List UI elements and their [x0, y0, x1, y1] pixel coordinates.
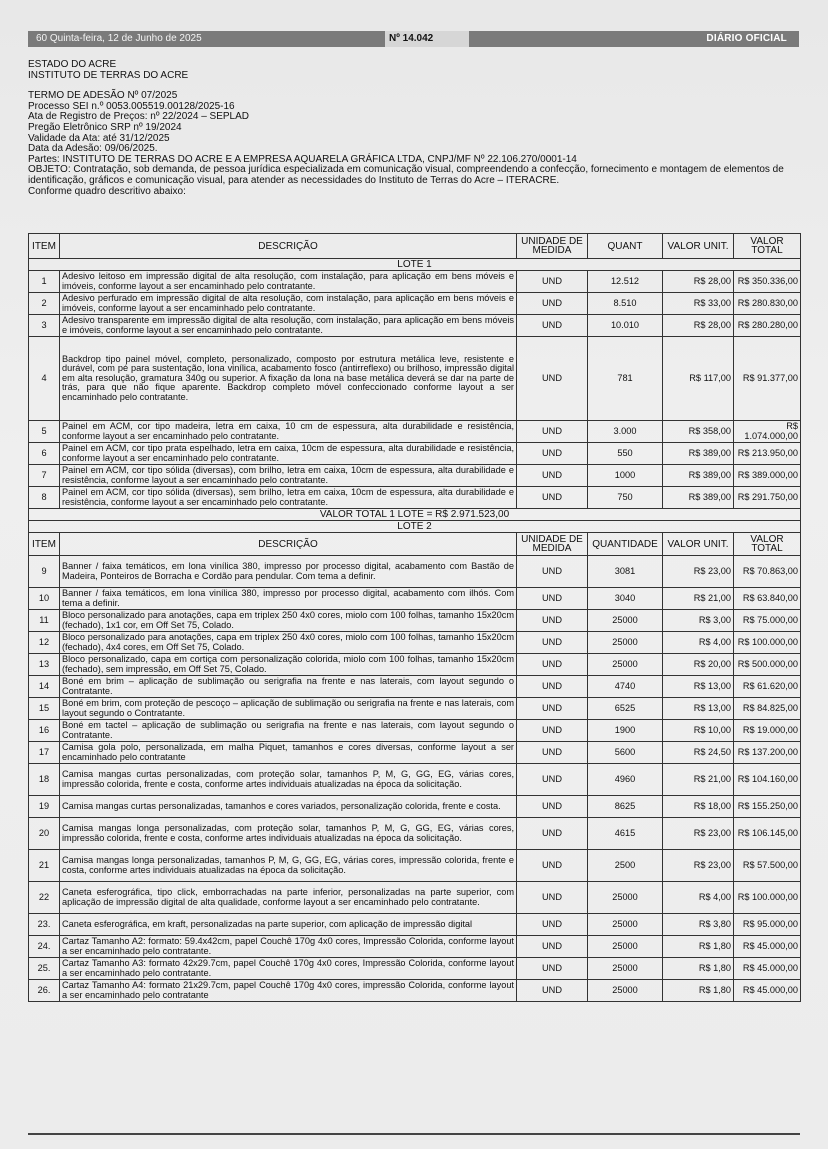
cell-quant: 25000 [588, 610, 663, 632]
cell-valor-total: R$ 500.000,00 [734, 654, 801, 676]
cell-quant: 1000 [588, 465, 663, 487]
cell-valor-total: R$ 63.840,00 [734, 588, 801, 610]
cell-descricao: Caneta esferográfica, em kraft, personalizadas na parte superior, com aplicação de impressão digital [60, 914, 517, 936]
cell-unidade: UND [517, 698, 588, 720]
cell-valor-total: R$ 280.830,00 [734, 293, 801, 315]
lote1-title-row [29, 259, 801, 271]
cell-item: 16 [29, 720, 60, 742]
lote2-title: LOTE 2 [29, 521, 801, 533]
cell-valor-total: R$ 61.620,00 [734, 676, 801, 698]
cell-descricao: Adesivo transparente em impressão digital de alta resolução, com instalação, para aplicação em bens móveis e imóveis, conforme layout a ser encaminhado pelo contratante. [60, 315, 517, 337]
cell-valor-unit: R$ 117,00 [663, 337, 734, 421]
cell-item: 15 [29, 698, 60, 720]
cell-item: 6 [29, 443, 60, 465]
cell-valor-total: R$ 280.280,00 [734, 315, 801, 337]
cell-unidade: UND [517, 882, 588, 914]
cell-descricao: Painel em ACM, cor tipo madeira, letra em caixa, 10 cm de espessura, alta durabilidade e resistência, conforme layout a ser encaminhado pelo contratante. [60, 421, 517, 443]
table-row [29, 698, 801, 720]
table-row [29, 610, 801, 632]
cell-item: 26. [29, 980, 60, 1002]
cell-unidade: UND [517, 443, 588, 465]
table-row [29, 632, 801, 654]
lote2-header-row [29, 533, 801, 556]
cell-unidade: UND [517, 293, 588, 315]
cell-descricao: Boné em brim – aplicação de sublimação ou serigrafia na frente e nas laterais, com layout segundo o Contratante. [60, 676, 517, 698]
cell-item: 21 [29, 850, 60, 882]
cell-quant: 5600 [588, 742, 663, 764]
cell-valor-total: R$ 1.074.000,00 [734, 421, 801, 443]
table-row [29, 914, 801, 936]
cell-item: 5 [29, 421, 60, 443]
cell-descricao: Boné em brim, com proteção de pescoço – aplicação de sublimação ou serigrafia na frente e nas laterais, com layout segundo o Contratante. [60, 698, 517, 720]
cell-item: 2 [29, 293, 60, 315]
cell-quant: 3.000 [588, 421, 663, 443]
cell-quant: 25000 [588, 882, 663, 914]
cell-quant: 25000 [588, 958, 663, 980]
cell-unidade: UND [517, 796, 588, 818]
cell-valor-total: R$ 70.863,00 [734, 556, 801, 588]
cell-item: 3 [29, 315, 60, 337]
cell-item: 24. [29, 936, 60, 958]
table-row [29, 421, 801, 443]
table-row [29, 487, 801, 509]
cell-item: 10 [29, 588, 60, 610]
header-quant: QUANT [588, 234, 663, 259]
header-valor-total: VALOR TOTAL [734, 234, 801, 259]
header-unidade: UNIDADE DE MEDIDA [517, 234, 588, 259]
cell-unidade: UND [517, 958, 588, 980]
table-row [29, 337, 801, 421]
cell-quant: 6525 [588, 698, 663, 720]
cell-descricao: Cartaz Tamanho A2: formato: 59.4x42cm, papel Couchê 170g 4x0 cores, Impressão Colorida, conforme layout a ser encaminhado pelo contratante. [60, 936, 517, 958]
cell-item: 9 [29, 556, 60, 588]
cell-valor-unit: R$ 389,00 [663, 465, 734, 487]
items-table [28, 233, 801, 1002]
pregao-line: Pregão Eletrônico SRP nº 19/2024 [28, 121, 182, 133]
cell-descricao: Painel em ACM, cor tipo sólida (diversas), sem brilho, letra em caixa, 10cm de espessura, alta durabilidade e resistência, conforme layout a ser encaminhado pelo contratante. [60, 487, 517, 509]
cell-item: 8 [29, 487, 60, 509]
cell-valor-total: R$ 45.000,00 [734, 958, 801, 980]
cell-item: 14 [29, 676, 60, 698]
cell-descricao: Boné em tactel – aplicação de sublimação ou serigrafia na frente e nas laterais, com layout segundo o Contratante. [60, 720, 517, 742]
cell-item: 7 [29, 465, 60, 487]
cell-valor-unit: R$ 28,00 [663, 315, 734, 337]
cell-descricao: Camisa mangas curtas personalizadas, tamanhos e cores variados, personalização colorida, frente e costa. [60, 796, 517, 818]
table-row [29, 654, 801, 676]
cell-item: 22 [29, 882, 60, 914]
cell-valor-unit: R$ 1,80 [663, 958, 734, 980]
cell-valor-total: R$ 100.000,00 [734, 632, 801, 654]
table-row [29, 958, 801, 980]
table-row [29, 465, 801, 487]
cell-unidade: UND [517, 632, 588, 654]
cell-unidade: UND [517, 421, 588, 443]
header-unidade: UNIDADE DE MEDIDA [517, 533, 588, 556]
cell-valor-unit: R$ 23,00 [663, 850, 734, 882]
cell-quant: 25000 [588, 914, 663, 936]
cell-quant: 4960 [588, 764, 663, 796]
cell-descricao: Adesivo leitoso em impressão digital de alta resolução, com instalação, para aplicação em bens móveis e imóveis, conforme layout a ser encaminhado pelo contratante. [60, 271, 517, 293]
newspaper-header-bar [28, 31, 799, 47]
cell-valor-unit: R$ 24,50 [663, 742, 734, 764]
cell-valor-total: R$ 137.200,00 [734, 742, 801, 764]
cell-valor-unit: R$ 23,00 [663, 818, 734, 850]
cell-quant: 12.512 [588, 271, 663, 293]
table-row [29, 850, 801, 882]
cell-valor-total: R$ 91.377,00 [734, 337, 801, 421]
cell-unidade: UND [517, 720, 588, 742]
lote1-total-row [29, 509, 801, 521]
cell-valor-unit: R$ 4,00 [663, 882, 734, 914]
cell-descricao: Painel em ACM, cor tipo sólida (diversas), com brilho, letra em caixa, 10cm de espessura, alta durabilidade e resistência, conforme layout a ser encaminhado pelo contratante. [60, 465, 517, 487]
cell-valor-total: R$ 155.250,00 [734, 796, 801, 818]
header-descricao: DESCRIÇÃO [60, 533, 517, 556]
cell-valor-unit: R$ 20,00 [663, 654, 734, 676]
cell-descricao: Bloco personalizado para anotações, capa em triplex 250 4x0 cores, miolo com 100 folhas, tamanho 15x20cm (fechado), 4x4 cores, em Off Set 75, Colado. [60, 632, 517, 654]
cell-valor-total: R$ 45.000,00 [734, 936, 801, 958]
org-state: ESTADO DO ACRE [28, 59, 117, 70]
edition-number: Nº 14.042 [385, 31, 469, 47]
header-valor-unit: VALOR UNIT. [663, 234, 734, 259]
cell-quant: 550 [588, 443, 663, 465]
cell-descricao: Cartaz Tamanho A4: formato 21x29.7cm, papel Couchê 170g 4x0 cores, impressão Colorida, conforme layout a ser encaminhado pelo contratante [60, 980, 517, 1002]
cell-unidade: UND [517, 936, 588, 958]
cell-item: 20 [29, 818, 60, 850]
cell-descricao: Camisa mangas longa personalizadas, com proteção solar, tamanhos P, M, G, GG, EG, várias cores, impressão colorida, frente e costa, conforme artes individuais atualizadas na época da solicitação. [60, 818, 517, 850]
cell-item: 17 [29, 742, 60, 764]
cell-valor-total: R$ 57.500,00 [734, 850, 801, 882]
table-row [29, 588, 801, 610]
cell-unidade: UND [517, 676, 588, 698]
cell-valor-total: R$ 84.825,00 [734, 698, 801, 720]
cell-valor-total: R$ 213.950,00 [734, 443, 801, 465]
table-row [29, 818, 801, 850]
cell-descricao: Bloco personalizado, capa em cortiça com personalização colorida, miolo com 100 folhas, tamanho 15x20cm (fechado), sem impressão, em Off Set 75, Colado. [60, 654, 517, 676]
cell-descricao: Camisa gola polo, personalizada, em malha Piquet, tamanhos e cores diversas, conforme layout a ser encaminhado pelo contratante [60, 742, 517, 764]
partes-line: Partes: INSTITUTO DE TERRAS DO ACRE E A EMPRESA AQUARELA GRÁFICA LTDA, CNPJ/MF Nº 22.106.270/0001-14 [28, 153, 577, 165]
cell-valor-total: R$ 106.145,00 [734, 818, 801, 850]
cell-descricao: Banner / faixa temáticos, em lona vinílica 380, impresso por processo digital, acabamento com Bastão de Madeira, Ponteiros de Borracha e Cordão para pendular. Com tema a definir. [60, 556, 517, 588]
cell-unidade: UND [517, 315, 588, 337]
lote1-total: VALOR TOTAL 1 LOTE = R$ 2.971.523,00 [29, 509, 801, 521]
table-row [29, 720, 801, 742]
cell-valor-total: R$ 95.000,00 [734, 914, 801, 936]
cell-quant: 8.510 [588, 293, 663, 315]
lote1-header-row [29, 234, 801, 259]
cell-unidade: UND [517, 980, 588, 1002]
cell-unidade: UND [517, 914, 588, 936]
table-row [29, 443, 801, 465]
cell-valor-unit: R$ 3,00 [663, 610, 734, 632]
cell-valor-unit: R$ 389,00 [663, 443, 734, 465]
data-adesao-line: Data da Adesão: 09/06/2025. [28, 143, 158, 155]
cell-valor-unit: R$ 4,00 [663, 632, 734, 654]
cell-valor-total: R$ 104.160,00 [734, 764, 801, 796]
cell-unidade: UND [517, 465, 588, 487]
publication-name: DIÁRIO OFICIAL [706, 33, 787, 44]
table-row [29, 293, 801, 315]
cell-item: 12 [29, 632, 60, 654]
cell-unidade: UND [517, 337, 588, 421]
cell-quant: 3040 [588, 588, 663, 610]
header-valor-unit: VALOR UNIT. [663, 533, 734, 556]
cell-item: 13 [29, 654, 60, 676]
cell-item: 23. [29, 914, 60, 936]
header-item: ITEM [29, 234, 60, 259]
cell-item: 1 [29, 271, 60, 293]
cell-item: 25. [29, 958, 60, 980]
cell-valor-unit: R$ 33,00 [663, 293, 734, 315]
cell-valor-unit: R$ 23,00 [663, 556, 734, 588]
cell-descricao: Caneta esferográfica, tipo click, emborrachadas na parte inferior, personalizadas na parte superior, com aplicação de impressão digital de alta qualidade, conforme layout a ser encaminhado pelo contratante. [60, 882, 517, 914]
cell-quant: 8625 [588, 796, 663, 818]
cell-valor-unit: R$ 21,00 [663, 764, 734, 796]
cell-unidade: UND [517, 487, 588, 509]
cell-valor-unit: R$ 13,00 [663, 676, 734, 698]
cell-descricao: Camisa mangas curtas personalizadas, com proteção solar, tamanhos P, M, G, GG, EG, várias cores, impressão colorida, frente e costa, conforme artes individuais atualizadas na época da solicitação. [60, 764, 517, 796]
processo-line: Processo SEI n.º 0053.005519.00128/2025-16 [28, 100, 235, 112]
cell-valor-total: R$ 100.000,00 [734, 882, 801, 914]
cell-descricao: Camisa mangas longa personalizadas, tamanhos P, M, G, GG, EG, várias cores, impressão colorida, frente e costa, conforme artes individuais atualizadas na época da solicitação. [60, 850, 517, 882]
footer-rule [28, 1133, 800, 1135]
cell-unidade: UND [517, 610, 588, 632]
cell-item: 11 [29, 610, 60, 632]
cell-unidade: UND [517, 742, 588, 764]
cell-unidade: UND [517, 556, 588, 588]
cell-valor-total: R$ 19.000,00 [734, 720, 801, 742]
lote1-title: LOTE 1 [29, 259, 801, 271]
objeto-paragraph: OBJETO: Contratação, sob demanda, de pessoa jurídica especializada em comunicação visual, compreendendo a confecção, fornecimento e montagem de elementos de identificação, gráficos e comunicação visual, para atender as necessidades do Instituto de Terras do Acre – ITERACRE. [28, 164, 784, 186]
cell-descricao: Cartaz Tamanho A3: formato 42x29.7cm, papel Couchê 170g 4x0 cores, Impressão Colorida, conforme layout a ser encaminhado pelo contratante. [60, 958, 517, 980]
cell-unidade: UND [517, 588, 588, 610]
cell-item: 18 [29, 764, 60, 796]
table-row [29, 271, 801, 293]
cell-valor-unit: R$ 18,00 [663, 796, 734, 818]
cell-quant: 25000 [588, 632, 663, 654]
cell-descricao: Painel em ACM, cor tipo prata espelhado, letra em caixa, 10cm de espessura, alta durabilidade e resistência, conforme layout a ser encaminhado pelo contratante. [60, 443, 517, 465]
conforme-line: Conforme quadro descritivo abaixo: [28, 185, 186, 197]
table-row [29, 315, 801, 337]
cell-valor-total: R$ 389.000,00 [734, 465, 801, 487]
cell-quant: 25000 [588, 936, 663, 958]
cell-valor-unit: R$ 13,00 [663, 698, 734, 720]
cell-quant: 3081 [588, 556, 663, 588]
table-row [29, 796, 801, 818]
cell-descricao: Backdrop tipo painel móvel, completo, personalizado, composto por estrutura metálica leve, resistente e durável, com pé para sustentação, lona vinílica, acabamento fosco (antirreflexo) ou brilhoso, impressão digital em alta resolução, gramatura 340g ou superior. A fixação da lona na base metálica deverá se dar na parte de trás, para que não fique aparente. Backdrop completo móvel confeccionado conforme layout a ser encaminhado pelo contratante. [60, 337, 517, 421]
header-valor-total: VALOR TOTAL [734, 533, 801, 556]
cell-unidade: UND [517, 818, 588, 850]
cell-quant: 750 [588, 487, 663, 509]
document-header [28, 60, 800, 197]
cell-valor-unit: R$ 28,00 [663, 271, 734, 293]
cell-valor-unit: R$ 1,80 [663, 936, 734, 958]
cell-valor-unit: R$ 358,00 [663, 421, 734, 443]
cell-quant: 10.010 [588, 315, 663, 337]
cell-valor-total: R$ 291.750,00 [734, 487, 801, 509]
cell-unidade: UND [517, 850, 588, 882]
table-row [29, 936, 801, 958]
validade-line: Validade da Ata: até 31/12/2025 [28, 132, 170, 144]
table-row [29, 742, 801, 764]
cell-valor-unit: R$ 21,00 [663, 588, 734, 610]
cell-quant: 25000 [588, 980, 663, 1002]
termo-title: TERMO DE ADESÃO Nº 07/2025 [28, 90, 178, 102]
cell-descricao: Banner / faixa temáticos, em lona vinílica 380, impresso por processo digital, acabamento com ilhós. Com tema a definir. [60, 588, 517, 610]
table-row [29, 882, 801, 914]
cell-unidade: UND [517, 764, 588, 796]
cell-valor-unit: R$ 3,80 [663, 914, 734, 936]
cell-valor-total: R$ 45.000,00 [734, 980, 801, 1002]
table-row [29, 764, 801, 796]
ata-line: Ata de Registro de Preços: nº 22/2024 – SEPLAD [28, 111, 250, 123]
cell-valor-total: R$ 350.336,00 [734, 271, 801, 293]
cell-quant: 4740 [588, 676, 663, 698]
cell-valor-total: R$ 75.000,00 [734, 610, 801, 632]
table-row [29, 556, 801, 588]
cell-unidade: UND [517, 271, 588, 293]
cell-item: 4 [29, 337, 60, 421]
cell-quant: 1900 [588, 720, 663, 742]
table-row [29, 676, 801, 698]
cell-valor-unit: R$ 1,80 [663, 980, 734, 1002]
cell-quant: 781 [588, 337, 663, 421]
cell-valor-unit: R$ 10,00 [663, 720, 734, 742]
cell-quant: 4615 [588, 818, 663, 850]
cell-unidade: UND [517, 654, 588, 676]
cell-descricao: Adesivo perfurado em impressão digital de alta resolução, com instalação, para aplicação em bens móveis e imóveis, conforme layout a ser encaminhado pelo contratante. [60, 293, 517, 315]
cell-quant: 2500 [588, 850, 663, 882]
table-row [29, 980, 801, 1002]
org-institute: INSTITUTO DE TERRAS DO ACRE [28, 69, 189, 81]
cell-descricao: Bloco personalizado para anotações, capa em triplex 250 4x0 cores, miolo com 100 folhas, tamanho 15x20cm (fechado), 1x1 cor, em Off Set 75, Colado. [60, 610, 517, 632]
lote2-title-row [29, 521, 801, 533]
cell-valor-unit: R$ 389,00 [663, 487, 734, 509]
cell-quant: 25000 [588, 654, 663, 676]
header-item: ITEM [29, 533, 60, 556]
cell-item: 19 [29, 796, 60, 818]
header-quant: QUANTIDADE [588, 533, 663, 556]
header-descricao: DESCRIÇÃO [60, 234, 517, 259]
page-date: 60 Quinta-feira, 12 de Junho de 2025 [36, 33, 202, 44]
